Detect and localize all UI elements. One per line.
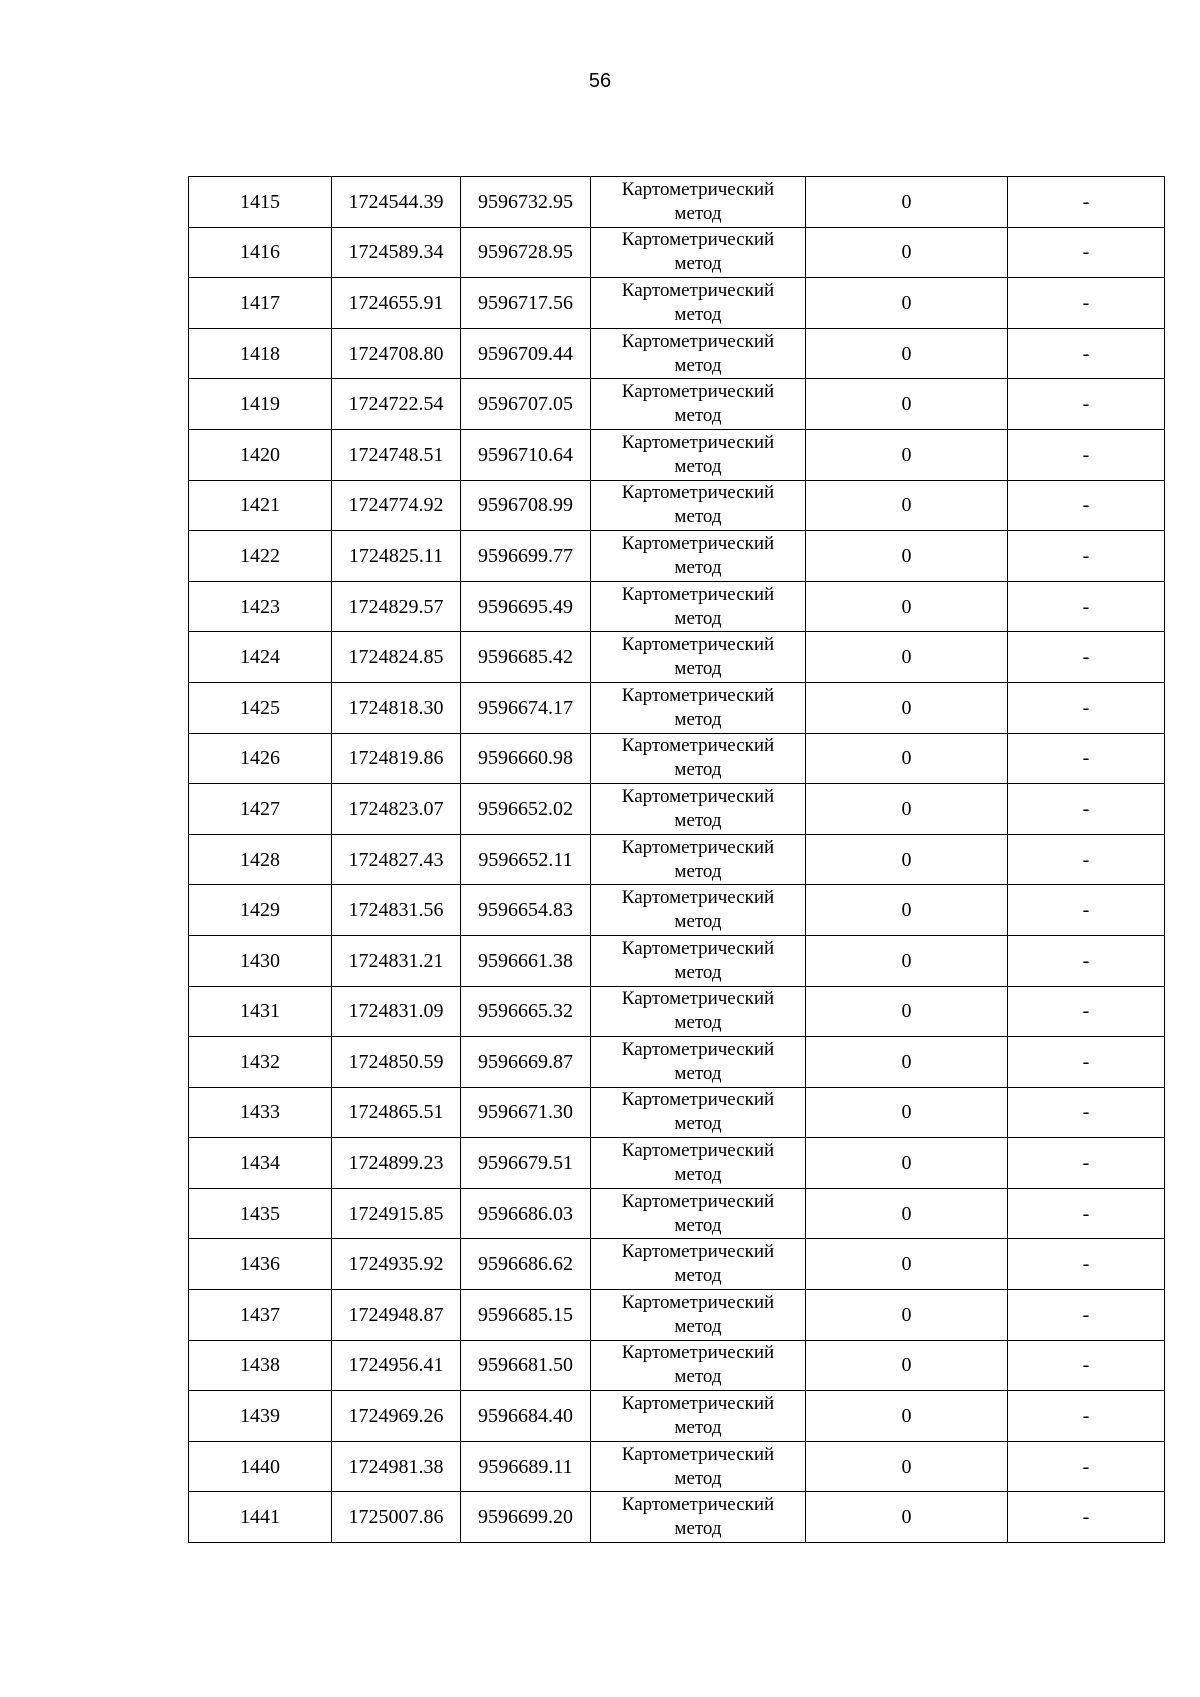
table-row (189, 632, 1165, 683)
table-row (189, 1087, 1165, 1138)
x-coordinate-cell: 1724948.87 (332, 1290, 461, 1341)
method-line-2: метод (674, 809, 722, 831)
method-cell (591, 1138, 806, 1189)
point-number-cell: 1440 (189, 1441, 332, 1492)
method-line-1: Картометрический (621, 785, 775, 807)
point-number-cell: 1425 (189, 682, 332, 733)
method-cell (591, 1188, 806, 1239)
point-number-cell: 1426 (189, 733, 332, 784)
note-cell: - (1008, 1087, 1165, 1138)
method-line-1: Картометрический (621, 1494, 775, 1516)
table-row (189, 1441, 1165, 1492)
error-cell: 0 (806, 1290, 1008, 1341)
method-line-1: Картометрический (621, 1089, 775, 1111)
point-number-cell: 1418 (189, 328, 332, 379)
method-line-1: Картометрический (621, 279, 775, 301)
point-number-cell: 1417 (189, 278, 332, 329)
error-cell: 0 (806, 177, 1008, 228)
point-number-cell: 1435 (189, 1188, 332, 1239)
point-number-cell: 1416 (189, 227, 332, 278)
point-number-cell: 1420 (189, 429, 332, 480)
error-cell: 0 (806, 581, 1008, 632)
method-line-2: метод (674, 911, 722, 933)
table-row (189, 1138, 1165, 1189)
table-row (189, 1290, 1165, 1341)
method-line-2: метод (674, 1012, 722, 1034)
note-cell: - (1008, 733, 1165, 784)
error-cell: 0 (806, 986, 1008, 1037)
method-cell (591, 632, 806, 683)
point-number-cell: 1433 (189, 1087, 332, 1138)
table-row (189, 177, 1165, 228)
error-cell: 0 (806, 1138, 1008, 1189)
table-row (189, 227, 1165, 278)
method-cell (591, 328, 806, 379)
method-line-2: метод (674, 1062, 722, 1084)
method-line-1: Картометрический (621, 330, 775, 352)
point-number-cell: 1438 (189, 1340, 332, 1391)
method-cell (591, 531, 806, 582)
method-line-1: Картометрический (621, 1241, 775, 1263)
table-row (189, 1037, 1165, 1088)
x-coordinate-cell: 1724829.57 (332, 581, 461, 632)
method-cell (591, 278, 806, 329)
method-cell (591, 1290, 806, 1341)
method-cell (591, 986, 806, 1037)
table-row (189, 682, 1165, 733)
error-cell: 0 (806, 632, 1008, 683)
method-cell (591, 227, 806, 278)
x-coordinate-cell: 1724827.43 (332, 834, 461, 885)
note-cell: - (1008, 1492, 1165, 1543)
point-number-cell: 1423 (189, 581, 332, 632)
method-line-2: метод (674, 658, 722, 680)
table-row (189, 784, 1165, 835)
method-line-2: метод (674, 1518, 722, 1540)
error-cell: 0 (806, 1340, 1008, 1391)
x-coordinate-cell: 1724831.21 (332, 935, 461, 986)
x-coordinate-cell: 1724722.54 (332, 379, 461, 430)
table-row (189, 379, 1165, 430)
table-row (189, 935, 1165, 986)
x-coordinate-cell: 1724818.30 (332, 682, 461, 733)
x-coordinate-cell: 1724850.59 (332, 1037, 461, 1088)
method-line-2: метод (674, 1214, 722, 1236)
method-cell (591, 177, 806, 228)
coordinates-table (188, 176, 1165, 1543)
method-line-2: метод (674, 759, 722, 781)
method-line-1: Картометрический (621, 1443, 775, 1465)
table-row (189, 1239, 1165, 1290)
y-coordinate-cell: 9596732.95 (461, 177, 591, 228)
method-cell (591, 885, 806, 936)
y-coordinate-cell: 9596728.95 (461, 227, 591, 278)
method-line-1: Картометрический (621, 937, 775, 959)
x-coordinate-cell: 1724823.07 (332, 784, 461, 835)
y-coordinate-cell: 9596674.17 (461, 682, 591, 733)
note-cell: - (1008, 1239, 1165, 1290)
method-line-2: метод (674, 1417, 722, 1439)
table-row (189, 1391, 1165, 1442)
x-coordinate-cell: 1724831.09 (332, 986, 461, 1037)
error-cell: 0 (806, 227, 1008, 278)
method-cell (591, 1087, 806, 1138)
error-cell: 0 (806, 531, 1008, 582)
x-coordinate-cell: 1724865.51 (332, 1087, 461, 1138)
method-line-2: метод (674, 1265, 722, 1287)
method-line-2: метод (674, 405, 722, 427)
y-coordinate-cell: 9596661.38 (461, 935, 591, 986)
note-cell: - (1008, 986, 1165, 1037)
note-cell: - (1008, 480, 1165, 531)
method-line-1: Картометрический (621, 229, 775, 251)
table-row (189, 986, 1165, 1037)
note-cell: - (1008, 885, 1165, 936)
x-coordinate-cell: 1724899.23 (332, 1138, 461, 1189)
method-line-1: Картометрический (621, 431, 775, 453)
method-line-2: метод (674, 1315, 722, 1337)
note-cell: - (1008, 1340, 1165, 1391)
note-cell: - (1008, 379, 1165, 430)
method-cell (591, 733, 806, 784)
table-row (189, 834, 1165, 885)
method-line-2: метод (674, 708, 722, 730)
error-cell: 0 (806, 935, 1008, 986)
note-cell: - (1008, 1138, 1165, 1189)
x-coordinate-cell: 1724748.51 (332, 429, 461, 480)
table-row (189, 328, 1165, 379)
y-coordinate-cell: 9596717.56 (461, 278, 591, 329)
method-cell (591, 784, 806, 835)
note-cell: - (1008, 1391, 1165, 1442)
point-number-cell: 1427 (189, 784, 332, 835)
x-coordinate-cell: 1724825.11 (332, 531, 461, 582)
point-number-cell: 1434 (189, 1138, 332, 1189)
error-cell: 0 (806, 480, 1008, 531)
method-cell (591, 1492, 806, 1543)
method-line-1: Картометрический (621, 1038, 775, 1060)
point-number-cell: 1424 (189, 632, 332, 683)
error-cell: 0 (806, 885, 1008, 936)
y-coordinate-cell: 9596679.51 (461, 1138, 591, 1189)
method-line-1: Картометрический (621, 1291, 775, 1313)
note-cell: - (1008, 834, 1165, 885)
table-row (189, 278, 1165, 329)
point-number-cell: 1436 (189, 1239, 332, 1290)
point-number-cell: 1441 (189, 1492, 332, 1543)
method-cell (591, 429, 806, 480)
point-number-cell: 1422 (189, 531, 332, 582)
method-line-2: метод (674, 506, 722, 528)
method-line-2: метод (674, 303, 722, 325)
x-coordinate-cell: 1724544.39 (332, 177, 461, 228)
note-cell: - (1008, 278, 1165, 329)
y-coordinate-cell: 9596689.11 (461, 1441, 591, 1492)
table-row (189, 1340, 1165, 1391)
y-coordinate-cell: 9596660.98 (461, 733, 591, 784)
y-coordinate-cell: 9596699.20 (461, 1492, 591, 1543)
table-row (189, 1188, 1165, 1239)
y-coordinate-cell: 9596709.44 (461, 328, 591, 379)
x-coordinate-cell: 1724708.80 (332, 328, 461, 379)
x-coordinate-cell: 1724819.86 (332, 733, 461, 784)
method-cell (591, 581, 806, 632)
method-line-1: Картометрический (621, 1342, 775, 1364)
error-cell: 0 (806, 379, 1008, 430)
point-number-cell: 1419 (189, 379, 332, 430)
point-number-cell: 1437 (189, 1290, 332, 1341)
method-line-1: Картометрический (621, 482, 775, 504)
x-coordinate-cell: 1724589.34 (332, 227, 461, 278)
table-row (189, 733, 1165, 784)
x-coordinate-cell: 1724655.91 (332, 278, 461, 329)
point-number-cell: 1429 (189, 885, 332, 936)
note-cell: - (1008, 177, 1165, 228)
method-cell (591, 480, 806, 531)
error-cell: 0 (806, 1492, 1008, 1543)
x-coordinate-cell: 1724935.92 (332, 1239, 461, 1290)
y-coordinate-cell: 9596686.62 (461, 1239, 591, 1290)
method-cell (591, 1239, 806, 1290)
point-number-cell: 1431 (189, 986, 332, 1037)
y-coordinate-cell: 9596685.42 (461, 632, 591, 683)
method-cell (591, 834, 806, 885)
y-coordinate-cell: 9596708.99 (461, 480, 591, 531)
x-coordinate-cell: 1724774.92 (332, 480, 461, 531)
y-coordinate-cell: 9596669.87 (461, 1037, 591, 1088)
method-line-2: метод (674, 354, 722, 376)
method-line-2: метод (674, 1467, 722, 1489)
table-row (189, 429, 1165, 480)
note-cell: - (1008, 682, 1165, 733)
y-coordinate-cell: 9596707.05 (461, 379, 591, 430)
method-line-1: Картометрический (621, 988, 775, 1010)
note-cell: - (1008, 227, 1165, 278)
note-cell: - (1008, 531, 1165, 582)
note-cell: - (1008, 429, 1165, 480)
x-coordinate-cell: 1724969.26 (332, 1391, 461, 1442)
table-row (189, 581, 1165, 632)
coordinates-table-body (189, 177, 1165, 1543)
error-cell: 0 (806, 1441, 1008, 1492)
method-cell (591, 1037, 806, 1088)
y-coordinate-cell: 9596684.40 (461, 1391, 591, 1442)
point-number-cell: 1415 (189, 177, 332, 228)
y-coordinate-cell: 9596695.49 (461, 581, 591, 632)
method-line-2: метод (674, 607, 722, 629)
error-cell: 0 (806, 1391, 1008, 1442)
note-cell: - (1008, 784, 1165, 835)
y-coordinate-cell: 9596652.11 (461, 834, 591, 885)
method-line-2: метод (674, 1113, 722, 1135)
x-coordinate-cell: 1724915.85 (332, 1188, 461, 1239)
method-line-1: Картометрический (621, 1140, 775, 1162)
method-cell (591, 1340, 806, 1391)
method-line-2: метод (674, 961, 722, 983)
x-coordinate-cell: 1724956.41 (332, 1340, 461, 1391)
table-row (189, 1492, 1165, 1543)
method-line-1: Картометрический (621, 634, 775, 656)
method-line-2: метод (674, 253, 722, 275)
method-cell (591, 1441, 806, 1492)
y-coordinate-cell: 9596654.83 (461, 885, 591, 936)
method-line-2: метод (674, 455, 722, 477)
x-coordinate-cell: 1724831.56 (332, 885, 461, 936)
table-row (189, 531, 1165, 582)
method-cell (591, 682, 806, 733)
method-line-2: метод (674, 1366, 722, 1388)
method-line-2: метод (674, 556, 722, 578)
y-coordinate-cell: 9596699.77 (461, 531, 591, 582)
note-cell: - (1008, 935, 1165, 986)
method-line-1: Картометрический (621, 735, 775, 757)
method-line-1: Картометрический (621, 583, 775, 605)
method-line-1: Картометрический (621, 178, 775, 200)
y-coordinate-cell: 9596710.64 (461, 429, 591, 480)
error-cell: 0 (806, 328, 1008, 379)
table-row (189, 480, 1165, 531)
point-number-cell: 1439 (189, 1391, 332, 1442)
method-line-1: Картометрический (621, 836, 775, 858)
method-cell (591, 379, 806, 430)
error-cell: 0 (806, 834, 1008, 885)
table-row (189, 885, 1165, 936)
note-cell: - (1008, 1037, 1165, 1088)
point-number-cell: 1432 (189, 1037, 332, 1088)
method-line-1: Картометрический (621, 1190, 775, 1212)
error-cell: 0 (806, 733, 1008, 784)
note-cell: - (1008, 328, 1165, 379)
error-cell: 0 (806, 682, 1008, 733)
method-line-2: метод (674, 860, 722, 882)
error-cell: 0 (806, 1087, 1008, 1138)
method-cell (591, 1391, 806, 1442)
error-cell: 0 (806, 429, 1008, 480)
y-coordinate-cell: 9596686.03 (461, 1188, 591, 1239)
method-line-1: Картометрический (621, 1393, 775, 1415)
y-coordinate-cell: 9596681.50 (461, 1340, 591, 1391)
note-cell: - (1008, 1441, 1165, 1492)
note-cell: - (1008, 1290, 1165, 1341)
x-coordinate-cell: 1724981.38 (332, 1441, 461, 1492)
y-coordinate-cell: 9596685.15 (461, 1290, 591, 1341)
error-cell: 0 (806, 278, 1008, 329)
point-number-cell: 1428 (189, 834, 332, 885)
error-cell: 0 (806, 1239, 1008, 1290)
y-coordinate-cell: 9596671.30 (461, 1087, 591, 1138)
point-number-cell: 1430 (189, 935, 332, 986)
y-coordinate-cell: 9596665.32 (461, 986, 591, 1037)
method-line-1: Картометрический (621, 381, 775, 403)
method-line-2: метод (674, 202, 722, 224)
error-cell: 0 (806, 784, 1008, 835)
error-cell: 0 (806, 1037, 1008, 1088)
method-cell (591, 935, 806, 986)
method-line-1: Картометрический (621, 532, 775, 554)
note-cell: - (1008, 632, 1165, 683)
method-line-2: метод (674, 1164, 722, 1186)
page-number: 56 (588, 70, 612, 92)
note-cell: - (1008, 581, 1165, 632)
x-coordinate-cell: 1724824.85 (332, 632, 461, 683)
method-line-1: Картометрический (621, 684, 775, 706)
y-coordinate-cell: 9596652.02 (461, 784, 591, 835)
note-cell: - (1008, 1188, 1165, 1239)
error-cell: 0 (806, 1188, 1008, 1239)
x-coordinate-cell: 1725007.86 (332, 1492, 461, 1543)
point-number-cell: 1421 (189, 480, 332, 531)
method-line-1: Картометрический (621, 887, 775, 909)
